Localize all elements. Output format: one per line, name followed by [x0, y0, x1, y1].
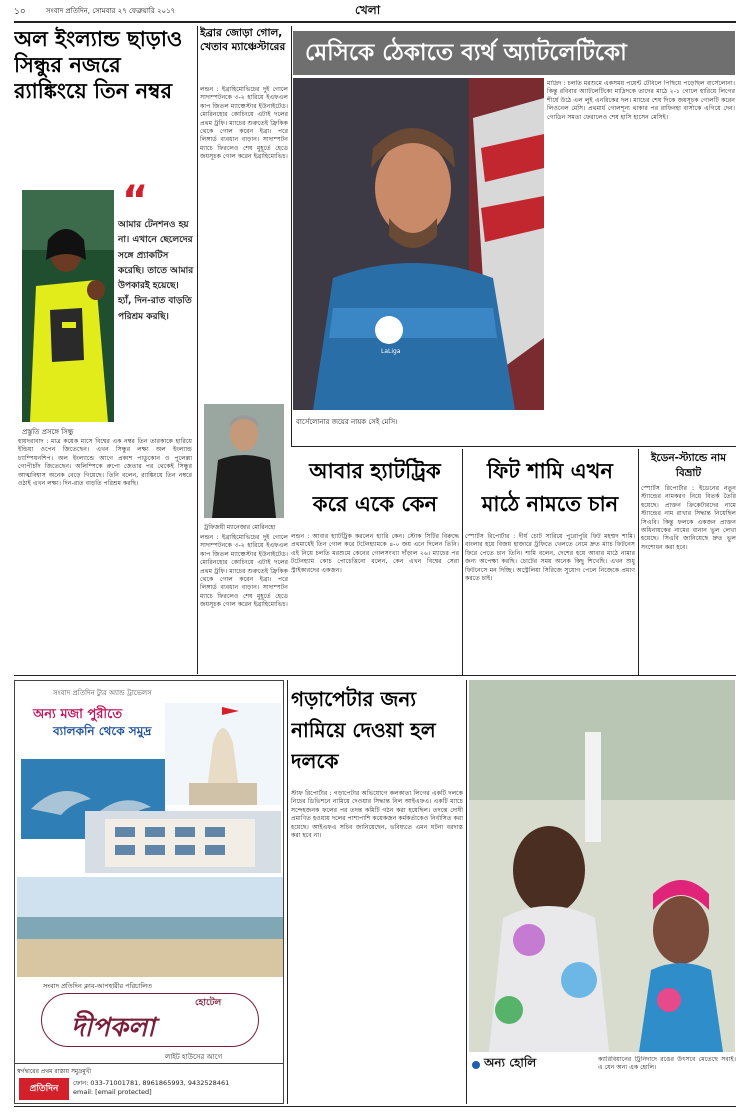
- ad-footer: [15, 1063, 283, 1103]
- messi-photo: [293, 78, 544, 410]
- hattrick-headline: আবার হ্যাটট্রিক করে একে কেন: [309, 459, 441, 516]
- ibra-body-continued: লন্ডন : ইব্রাহিমোভিচের দুই গোলে সাদাম্পটনকে ৩-২ হারিয়ে ইএফএল কাপ জিতল ম্যাঞ্চেস্টার ইউনাইটেড। মোরিনহোর কোচিংয়ে এটাই দলের প্রথম ট্রফি। ম্যাচের শুরুতেই ফ্রিকিক থেকে গোল করেন ইব্রা। পরে লিঙ্গার্ড ব্যবধান বাড়ান। সাদাম্পটন ম্যাচে ফিরলেও শেষ মুহূর্তে হেডে জয়সূচক গোল করেন ইব্রাহিমোভিচ।: [200, 534, 288, 609]
- eden-body: স্পোর্টস রিপোর্টার : ইডেনের নতুন স্ট্যান্ডের নামকরণ নিয়ে বিতর্ক তৈরি হয়েছে। প্রাক্তন ক্রিকেটারদের নামে স্ট্যান্ডের নাম রাখার সিদ্ধান্ত নিয়েছিল সিএবি। কিন্তু ফলকে একজন প্রাক্তন অধিনায়কের নামের বানান ভুল লেখা হয়েছে। সিএবি জানিয়েছে দ্রুত ভুল সংশোধন করা হবে।: [641, 485, 736, 551]
- ibra-headline: ইব্রার জোড়া গোল, খেতাব ম্যাঞ্চেস্টারের: [200, 27, 286, 53]
- dalke-body: স্টাফ রিপোর্টার : গড়াপেটার অভিযোগে কলকাতা লিগের একটি দলকে নিচের ডিভিশনে নামিয়ে দেওয়ার সিদ্ধান্ত নিল আইএফএ। একটি ম্যাচে সন্দেহজনক ফলের পর তদন্ত কমিটি গঠন করা হয়েছিল। তদন্তে দোষী প্রমাণিত হওয়ায় দলের পাশাপাশি কয়েকজন কর্মকর্তাকেও নির্বাসিত করা হয়েছে। আইএফএ সচিব জানিয়েছেন, ভবিষ্যতে এমন ঘটনা বরদাস্ত করা হবে না।: [291, 790, 463, 840]
- ad-presents: সংবাদ প্রতিদিন ক্লাব-আপহারীর পরিচালিত: [43, 982, 153, 990]
- dalke-article: [291, 680, 463, 1104]
- ad-logo: প্রতিদিন: [19, 1078, 69, 1100]
- holi-photo: [469, 680, 735, 1052]
- svg-text:LaLiga: LaLiga: [381, 348, 401, 355]
- ad-brand: সংবাদ প্রতিদিন ট্যুর অ্যান্ড ট্রাভেলস: [53, 689, 152, 697]
- hattrick-article: [291, 449, 459, 675]
- ad-hotel-word: হোটেল: [195, 998, 222, 1008]
- shami-headline: ফিট শামি এখন মাঠে নামতে চান: [481, 459, 619, 516]
- holi-tag: [472, 1054, 592, 1072]
- eden-article: [641, 449, 736, 675]
- messi-caption: বার্সেলোনার জয়ের নায়ক সেই মেসি।: [296, 418, 398, 426]
- holi-bullet-icon: [472, 1061, 480, 1069]
- travel-ad: [14, 680, 284, 1104]
- sindhu-caption: প্রস্তুতি প্রসঙ্গে সিন্ধু: [22, 428, 74, 436]
- page-header: [0, 0, 750, 20]
- paper-dateline: সংবাদ প্রতিদিন, সোমবার ২৭ ফেব্রুয়ারি ২০১৭: [46, 7, 176, 15]
- ad-contact: ফোন: 033-71001781, 8961865993, 9432528461: [73, 1079, 230, 1087]
- ad-booking: স্বর্গদ্বারের প্রথম রাস্তায় সমুদ্রমুখী: [17, 1068, 92, 1075]
- mourinho-photo: [204, 404, 284, 518]
- section-title: খেলা: [355, 3, 381, 17]
- shami-article: [465, 449, 635, 675]
- beach-image: [17, 877, 283, 977]
- ibra-caption: ট্রফিজয়ী ম্যানেজার মোরিনহো: [204, 524, 276, 531]
- hotel-building-image: [85, 811, 281, 873]
- ad-line1: অন্য মজা পুরীতে: [33, 707, 123, 722]
- holi-tag-text: অন্য হোলি: [484, 1055, 537, 1070]
- messi-headline: মেসিকে ঠেকাতে ব্যর্থ অ্যাটলেটিকো: [305, 40, 627, 66]
- ibra-article: [200, 26, 288, 674]
- ad-line2: ব্যালকনি থেকে সমুদ্র: [53, 724, 152, 738]
- page-number: ১০: [14, 7, 26, 17]
- messi-body: মাদ্রিদ : চলতি মরশুমে একসময় পয়েন্ট টেবিলে পিছিয়ে পড়েছিল বার্সেলোনা। কিন্তু রবিবার অ্যাটলেটিকো মাদ্রিদকে তাদের মাঠে ২-১ গোলে হারিয়ে লিগের শীর্ষে উঠে এল লুই এনরিকের দল। ম্যাচের শেষ দিকে জয়সূচক গোলটি করেন লিওনেল মেসি। প্রথমার্ধ গোলশূন্য থাকার পর রাফিনহা বার্সাকে এগিয়ে দেন। গোডিন সমতা ফেরালেও শেষ হাসি হাসেন মেসিই।: [547, 80, 735, 121]
- ad-tagline: লাইট হাউসের আগে: [165, 1053, 223, 1061]
- jagannath-temple-image: [165, 703, 281, 805]
- sindhu-body: হায়দরাবাদ : মাত্র কয়েক মাসে বিশ্বের এক নম্বর তিন তারকাকে হারিয়ে ইন্ডিয়া ওপেন জিতেছেন। এখন সিন্ধুর লক্ষ্য অল ইংল্যান্ড চ্যাম্পিয়নশিপ। অল ইংল্যান্ডে আগে প্রকাশ পাডুকোন ও পুলেল্লা গোপীচাঁদ জিতেছেন। অলিম্পিকে রুপো জেতার পর থেকেই সিন্ধুর আত্মবিশ্বাস অনেক বেড়ে গিয়েছে। তিনি বলেন, র‌্যাঙ্কিংয়ে তিন নম্বরে ওঠাই এখন লক্ষ্য। দিন-রাত বাড়তি পরিশ্রম করছি।: [18, 438, 192, 488]
- shami-body: স্পোর্টস রিপোর্টার : দীর্ঘ চোট সারিয়ে পুরোপুরি ফিট মহম্মদ শামি। বাংলার হয়ে বিজয় হাজারে ট্রফিতে খেলতে নেমে দ্রুত ম্যাচ ফিটনেস ফিরে পেতে চান তিনি। শামি বলেন, দেশের হয়ে আবার মাঠে নামার জন্য অপেক্ষা করছি। চোটের সময় অনেক কিছু শিখেছি। এখন শুধু ফিটনেসে মন দিচ্ছি। অস্ট্রেলিয়া সিরিজে সুযোগ পেলে নিজেকে প্রমাণ করতে চাই।: [465, 533, 635, 583]
- holi-caption: ক্যারিবিয়ানের ট্রিনিদাদে রঙের উৎসবে মেতেছে সবাই। এ যেন অন্য এক হোলি।: [598, 1056, 736, 1072]
- quote-mark-icon: “: [122, 178, 149, 224]
- hattrick-body: লন্ডন : আবার হ্যাটট্রিক করলেন হ্যারি কেন। স্টোক সিটির বিরুদ্ধে প্রথমার্ধেই তিন গোল করে টটেনহ্যামকে ৪-০ জয় এনে দিলেন তিনি। এই নিয়ে চলতি মরশুমে কেনের গোলসংখ্যা দাঁড়াল ২৬। ম্যাচের পর টটেনহ্যাম কোচ পোচেত্তিনো বলেন, কেন এখন বিশ্বের সেরা স্ট্রাইকারদের একজন।: [291, 533, 459, 574]
- sindhu-quote: আমার টেনশনও হয় না। এখানে ছেলেদের সঙ্গে প্র্যাকটিস করেছি। তাতে আমার উপকারই হয়েছে। হ্যাঁ, দিন-রাত বাড়তি পরিশ্রম করছি।: [118, 220, 194, 322]
- eden-headline: ইডেন-স্ট্যান্ডে নাম বিভ্রাট: [650, 452, 727, 479]
- ibra-body: লন্ডন : ইব্রাহিমোভিচের দুই গোলে সাদাম্পটনকে ৩-২ হারিয়ে ইএফএল কাপ জিতল ম্যাঞ্চেস্টার ইউনাইটেড। মোরিনহোর কোচিংয়ে এটাই দলের প্রথম ট্রফি। ম্যাচের শুরুতেই ফ্রিকিক থেকে গোল করেন ইব্রা। পরে লিঙ্গার্ড ব্যবধান বাড়ান। সাদাম্পটন ম্যাচে ফিরলেও শেষ মুহূর্তে হেডে জয়সূচক গোল করেন ইব্রাহিমোভিচ।: [200, 86, 288, 161]
- sindhu-photo: [22, 190, 114, 422]
- sindhu-headline: অল ইংল্যান্ড ছাড়াও সিন্ধুর নজরে র‌্যাঙ্কিংয়ে তিন নম্বর: [14, 27, 183, 103]
- ad-email: email: [email protected]: [73, 1088, 152, 1096]
- ad-hotel-name: দীপকলা: [71, 1013, 155, 1043]
- sindhu-article: [14, 26, 194, 673]
- dalke-headline: গড়াপেটার জন্য নামিয়ে দেওয়া হল দলকে: [291, 687, 436, 773]
- messi-headline-bar: [293, 31, 735, 75]
